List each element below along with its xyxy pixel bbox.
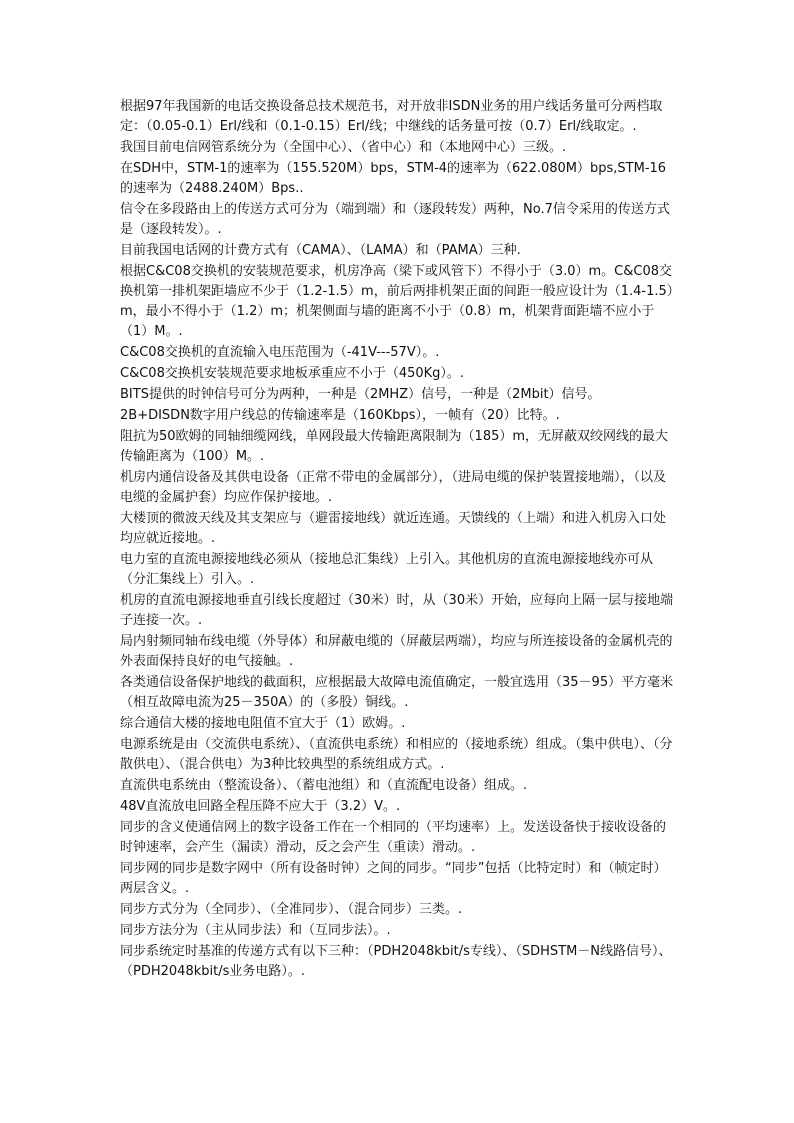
paragraph-8: C&C08交换机安装规范要求地板承重应不小于（450Kg）。. xyxy=(120,366,465,381)
paragraph-5: 目前我国电话网的计费方式有（CAMA）、（LAMA）和（PAMA）三种. xyxy=(120,243,521,258)
paragraph-3: 在SDH中，STM-1的速率为（155.520M）bps，STM-4的速率为（622.080M）bps,STM-16的速率为（2488.240M）Bps.. xyxy=(120,161,667,196)
paragraph-25: 同步方法分为（主从同步法）和（互同步法）。. xyxy=(120,923,391,938)
paragraph-12: 机房内通信设备及其供电设备（正常不带电的金属部分），（进局电缆的保护装置接地端），（以及电缆的金属护套）均应作保护接地。. xyxy=(120,470,667,505)
paragraph-9: BITS提供的时钟信号可分为两种，一种是（2MHZ）信号，一种是（2Mbit）信号。 xyxy=(120,387,601,402)
paragraph-14: 电力室的直流电源接地线必须从（接地总汇集线）上引入。其他机房的直流电源接地线亦可从（分汇集线上）引入。. xyxy=(120,552,654,587)
paragraph-26: 同步系统定时基准的传递方式有以下三种：（PDH2048kbit/s专线）、（SDHSTM－N线路信号）、（PDH2048kbit/s业务电路）。. xyxy=(120,944,672,979)
paragraph-23: 同步网的同步是数字网中（所有设备时钟）之间的同步。“同步”包括（比特定时）和（帧定时）两层含义。. xyxy=(120,861,667,896)
paragraph-6: 根据C&C08交换机的安装规范要求，机房净高（梁下或风管下）不得小于（3.0）m。C&C08交换机第一排机架距墙应不少于（1.2-1.5）m，前后两排机架正面的间距一般应设计为（1.4-1.5）m，最小不得小于（1.2）m；机架侧面与墙的距离不小于（0.8）m，机架背面距墙不应小于（1）M。. xyxy=(120,264,674,339)
paragraph-13: 大楼顶的微波天线及其支架应与（避雷接地线）就近连通。天馈线的（上端）和进入机房入口处均应就近接地。. xyxy=(120,511,667,546)
paragraph-19: 电源系统是由（交流供电系统）、（直流供电系统）和相应的（接地系统）组成。（集中供电）、（分散供电）、（混合供电）为3种比较典型的系统组成方式。. xyxy=(120,737,673,772)
paragraph-1: 根据97年我国新的电话交换设备总技术规范书，对开放非ISDN业务的用户线话务量可分两档取定：（0.05-0.1）Erl/线和（0.1-0.15）Erl/线；中继线的话务量可按（0.7）Erl/线取定。. xyxy=(120,99,663,134)
paragraph-21: 48V直流放电回路全程压降不应大于（3.2）V。. xyxy=(120,799,401,814)
paragraph-22: 同步的含义使通信网上的数字设备工作在一个相同的（平均速率）上。发送设备快于接收设备的时钟速率，会产生（漏读）滑动，反之会产生（重读）滑动。. xyxy=(120,820,667,855)
paragraph-15: 机房的直流电源接地垂直引线长度超过（30米）时，从（30米）开始，应每向上隔一层与接地端子连接一次。. xyxy=(120,593,674,628)
paragraph-10: 2B+DISDN数字用户线总的传输速率是（160Kbps），一帧有（20）比特。. xyxy=(120,408,560,423)
document-page xyxy=(120,97,678,983)
paragraph-20: 直流供电系统由（整流设备）、（蓄电池组）和（直流配电设备）组成。. xyxy=(120,778,528,793)
paragraph-18: 综合通信大楼的接地电阻值不宜大于（1）欧姆。. xyxy=(120,716,406,731)
paragraph-11: 阻抗为50欧姆的同轴细缆网线，单网段最大传输距离限制为（185）m，无屏蔽双绞网线的最大传输距离为（100）M。. xyxy=(120,429,669,464)
paragraph-17: 各类通信设备保护地线的截面积，应根据最大故障电流值确定，一般宜选用（35－95）平方毫米（相互故障电流为25－350A）的（多股）铜线。. xyxy=(120,675,674,710)
paragraph-4: 信令在多段路由上的传送方式可分为（端到端）和（逐段转发）两种，No.7信令采用的传送方式是（逐段转发）。. xyxy=(120,202,670,237)
paragraph-16: 局内射频同轴布线电缆（外导体）和屏蔽电缆的（屏蔽层两端），均应与所连接设备的金属机壳的外表面保持良好的电气接触。. xyxy=(120,634,673,669)
paragraph-2: 我国目前电信网管系统分为（全国中心）、（省中心）和（本地网中心）三级。. xyxy=(120,140,567,155)
paragraph-24: 同步方式分为（全同步）、（全准同步）、（混合同步）三类。. xyxy=(120,902,463,917)
paragraph-7: C&C08交换机的直流输入电压范围为（-41V---57V）。. xyxy=(120,345,440,360)
